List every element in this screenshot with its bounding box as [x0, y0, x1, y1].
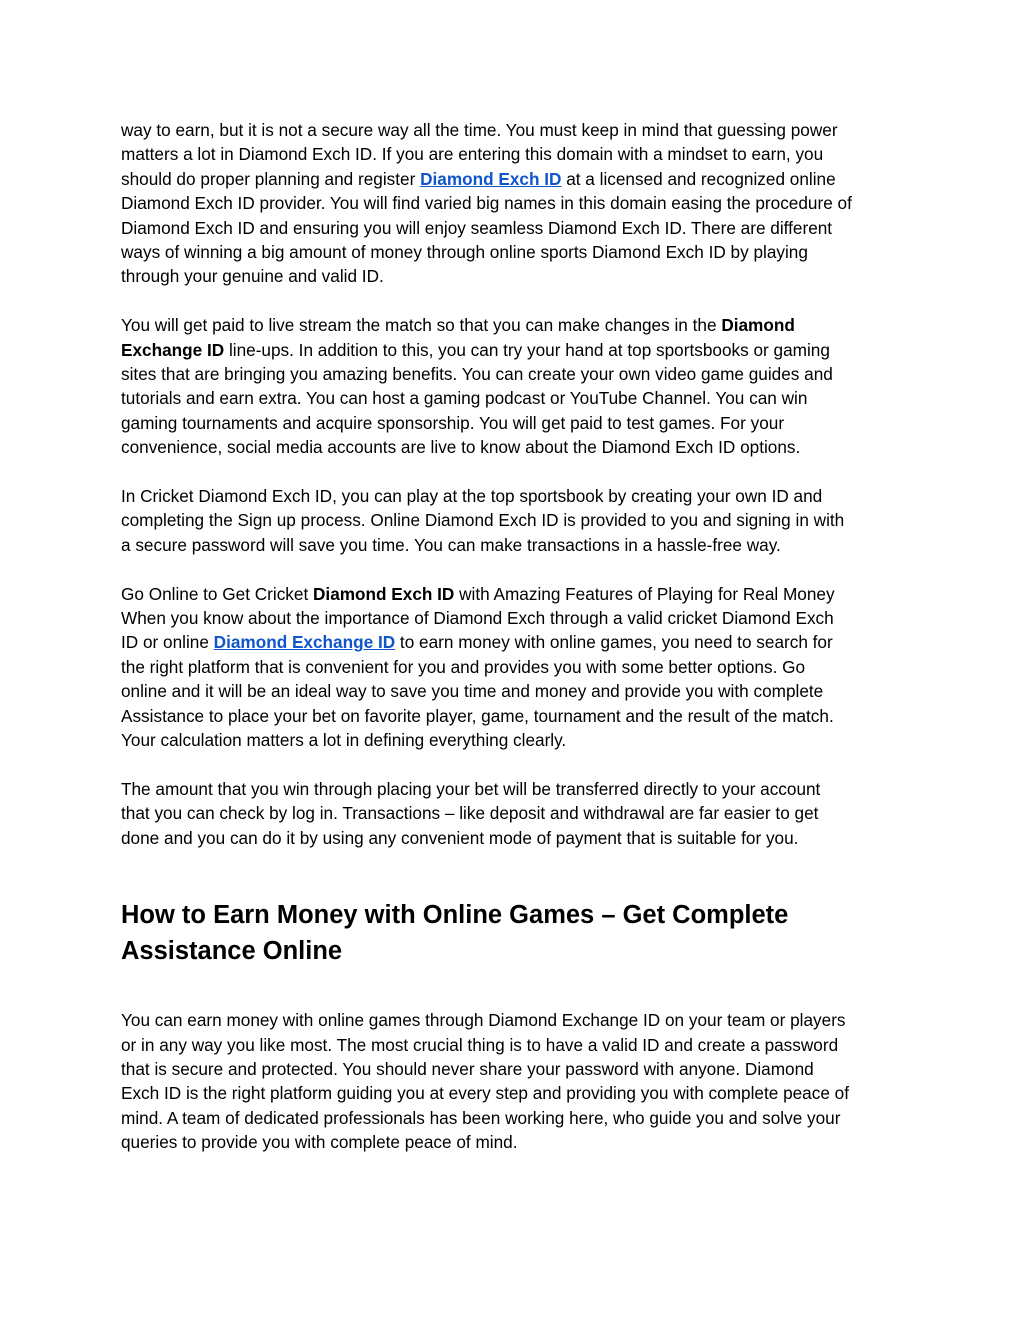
text-line: Assistance to place your bet on favorite player, game, tournament and the result of the match.: [121, 705, 834, 726]
paragraph-1: [121, 118, 911, 289]
heading-line: Assistance Online: [121, 937, 343, 966]
text-line: tutorials and earn extra. You can host a gaming podcast or YouTube Channel. You can win: [121, 388, 808, 409]
text-line: [121, 582, 911, 606]
paragraph-5: [121, 777, 911, 850]
text-segment: at a licensed and recognized online: [561, 168, 836, 189]
text-line: Diamond Exch ID and ensuring you will enjoy seamless Diamond Exch ID. There are different: [121, 217, 833, 238]
text-line: way to earn, but it is not a secure way all the time. You must keep in mind that guessing power: [121, 120, 838, 140]
text-line: done and you can do it by using any convenient mode of payment that is suitable for you.: [121, 827, 799, 848]
text-line: convenience, social media accounts are live to know about the Diamond Exch ID options.: [121, 437, 801, 458]
text-line: sites that are bringing you amazing benefits. You can create your own video game guides and: [121, 364, 833, 385]
text-line: queries to provide you with complete peace of mind.: [121, 1132, 518, 1153]
text-segment: with Amazing Features of Playing for Real Money: [454, 583, 835, 604]
text-line: [121, 313, 911, 337]
text-segment: should do proper planning and register: [121, 168, 421, 189]
diamond-exchange-id-link[interactable]: Diamond Exchange ID: [213, 632, 396, 653]
paragraph-3: [121, 484, 911, 557]
text-line: In Cricket Diamond Exch ID, you can play at the top sportsbook by creating your own ID and: [121, 486, 823, 507]
diamond-exch-id-link[interactable]: Diamond Exch ID: [420, 168, 562, 189]
text-line: [121, 338, 911, 362]
text-line: Diamond Exch ID provider. You will find varied big names in this domain easing the procedure of: [121, 193, 852, 214]
text-line: The amount that you win through placing your bet will be transferred directly to your account: [121, 778, 821, 799]
text-segment: to earn money with online games, you need to search for: [395, 632, 833, 653]
bold-text: Diamond Exch ID: [313, 583, 455, 604]
text-segment: line-ups. In addition to this, you can try your hand at top sportsbooks or gaming: [224, 339, 830, 360]
text-line: Exch ID is the right platform guiding you at every step and providing you with complete peace of: [121, 1083, 850, 1104]
text-line: through your genuine and valid ID.: [121, 266, 384, 287]
text-segment: Go Online to Get Cricket: [121, 583, 313, 604]
bold-text: Exchange ID: [121, 339, 225, 360]
text-line: or in any way you like most. The most crucial thing is to have a valid ID and create a password: [121, 1034, 839, 1055]
text-segment: ID or online: [121, 632, 214, 653]
text-line: matters a lot in Diamond Exch ID. If you are entering this domain with a mindset to earn, you: [121, 144, 824, 165]
text-line: that is secure and protected. You should never share your password with anyone. Diamond: [121, 1058, 814, 1079]
text-line: that you can check by log in. Transactions – like deposit and withdrawal are far easier to get: [121, 803, 819, 824]
bold-text: Diamond: [721, 315, 795, 336]
document-page: [121, 118, 911, 1179]
paragraph-6: [121, 1008, 911, 1154]
text-line: You can earn money with online games through Diamond Exchange ID on your team or players: [121, 1010, 846, 1031]
text-line: mind. A team of dedicated professionals has been working here, who guide you and solve your: [121, 1107, 841, 1128]
text-line: completing the Sign up process. Online Diamond Exch ID is provided to you and signing in with: [121, 510, 845, 531]
text-line: Your calculation matters a lot in defining everything clearly.: [121, 730, 567, 751]
text-line: online and it will be an ideal way to save you time and money and provide you with complete: [121, 681, 824, 702]
text-line: [121, 630, 911, 654]
text-line: ways of winning a big amount of money through online sports Diamond Exch ID by playing: [121, 242, 808, 263]
text-line: gaming tournaments and acquire sponsorship. You will get paid to test games. For your: [121, 412, 785, 433]
text-line: the right platform that is convenient for you and provides you with some better options. Go: [121, 656, 806, 677]
paragraph-2: [121, 313, 911, 459]
text-line: When you know about the importance of Diamond Exch through a valid cricket Diamond Exch: [121, 608, 834, 629]
text-line: [121, 167, 911, 191]
text-line: a secure password will save you time. You can make transactions in a hassle-free way.: [121, 534, 781, 555]
text-segment: You will get paid to live stream the match so that you can make changes in the: [121, 315, 722, 336]
section-heading: [121, 897, 911, 969]
heading-line: How to Earn Money with Online Games – Get Complete: [121, 901, 789, 930]
paragraph-4: [121, 582, 911, 753]
